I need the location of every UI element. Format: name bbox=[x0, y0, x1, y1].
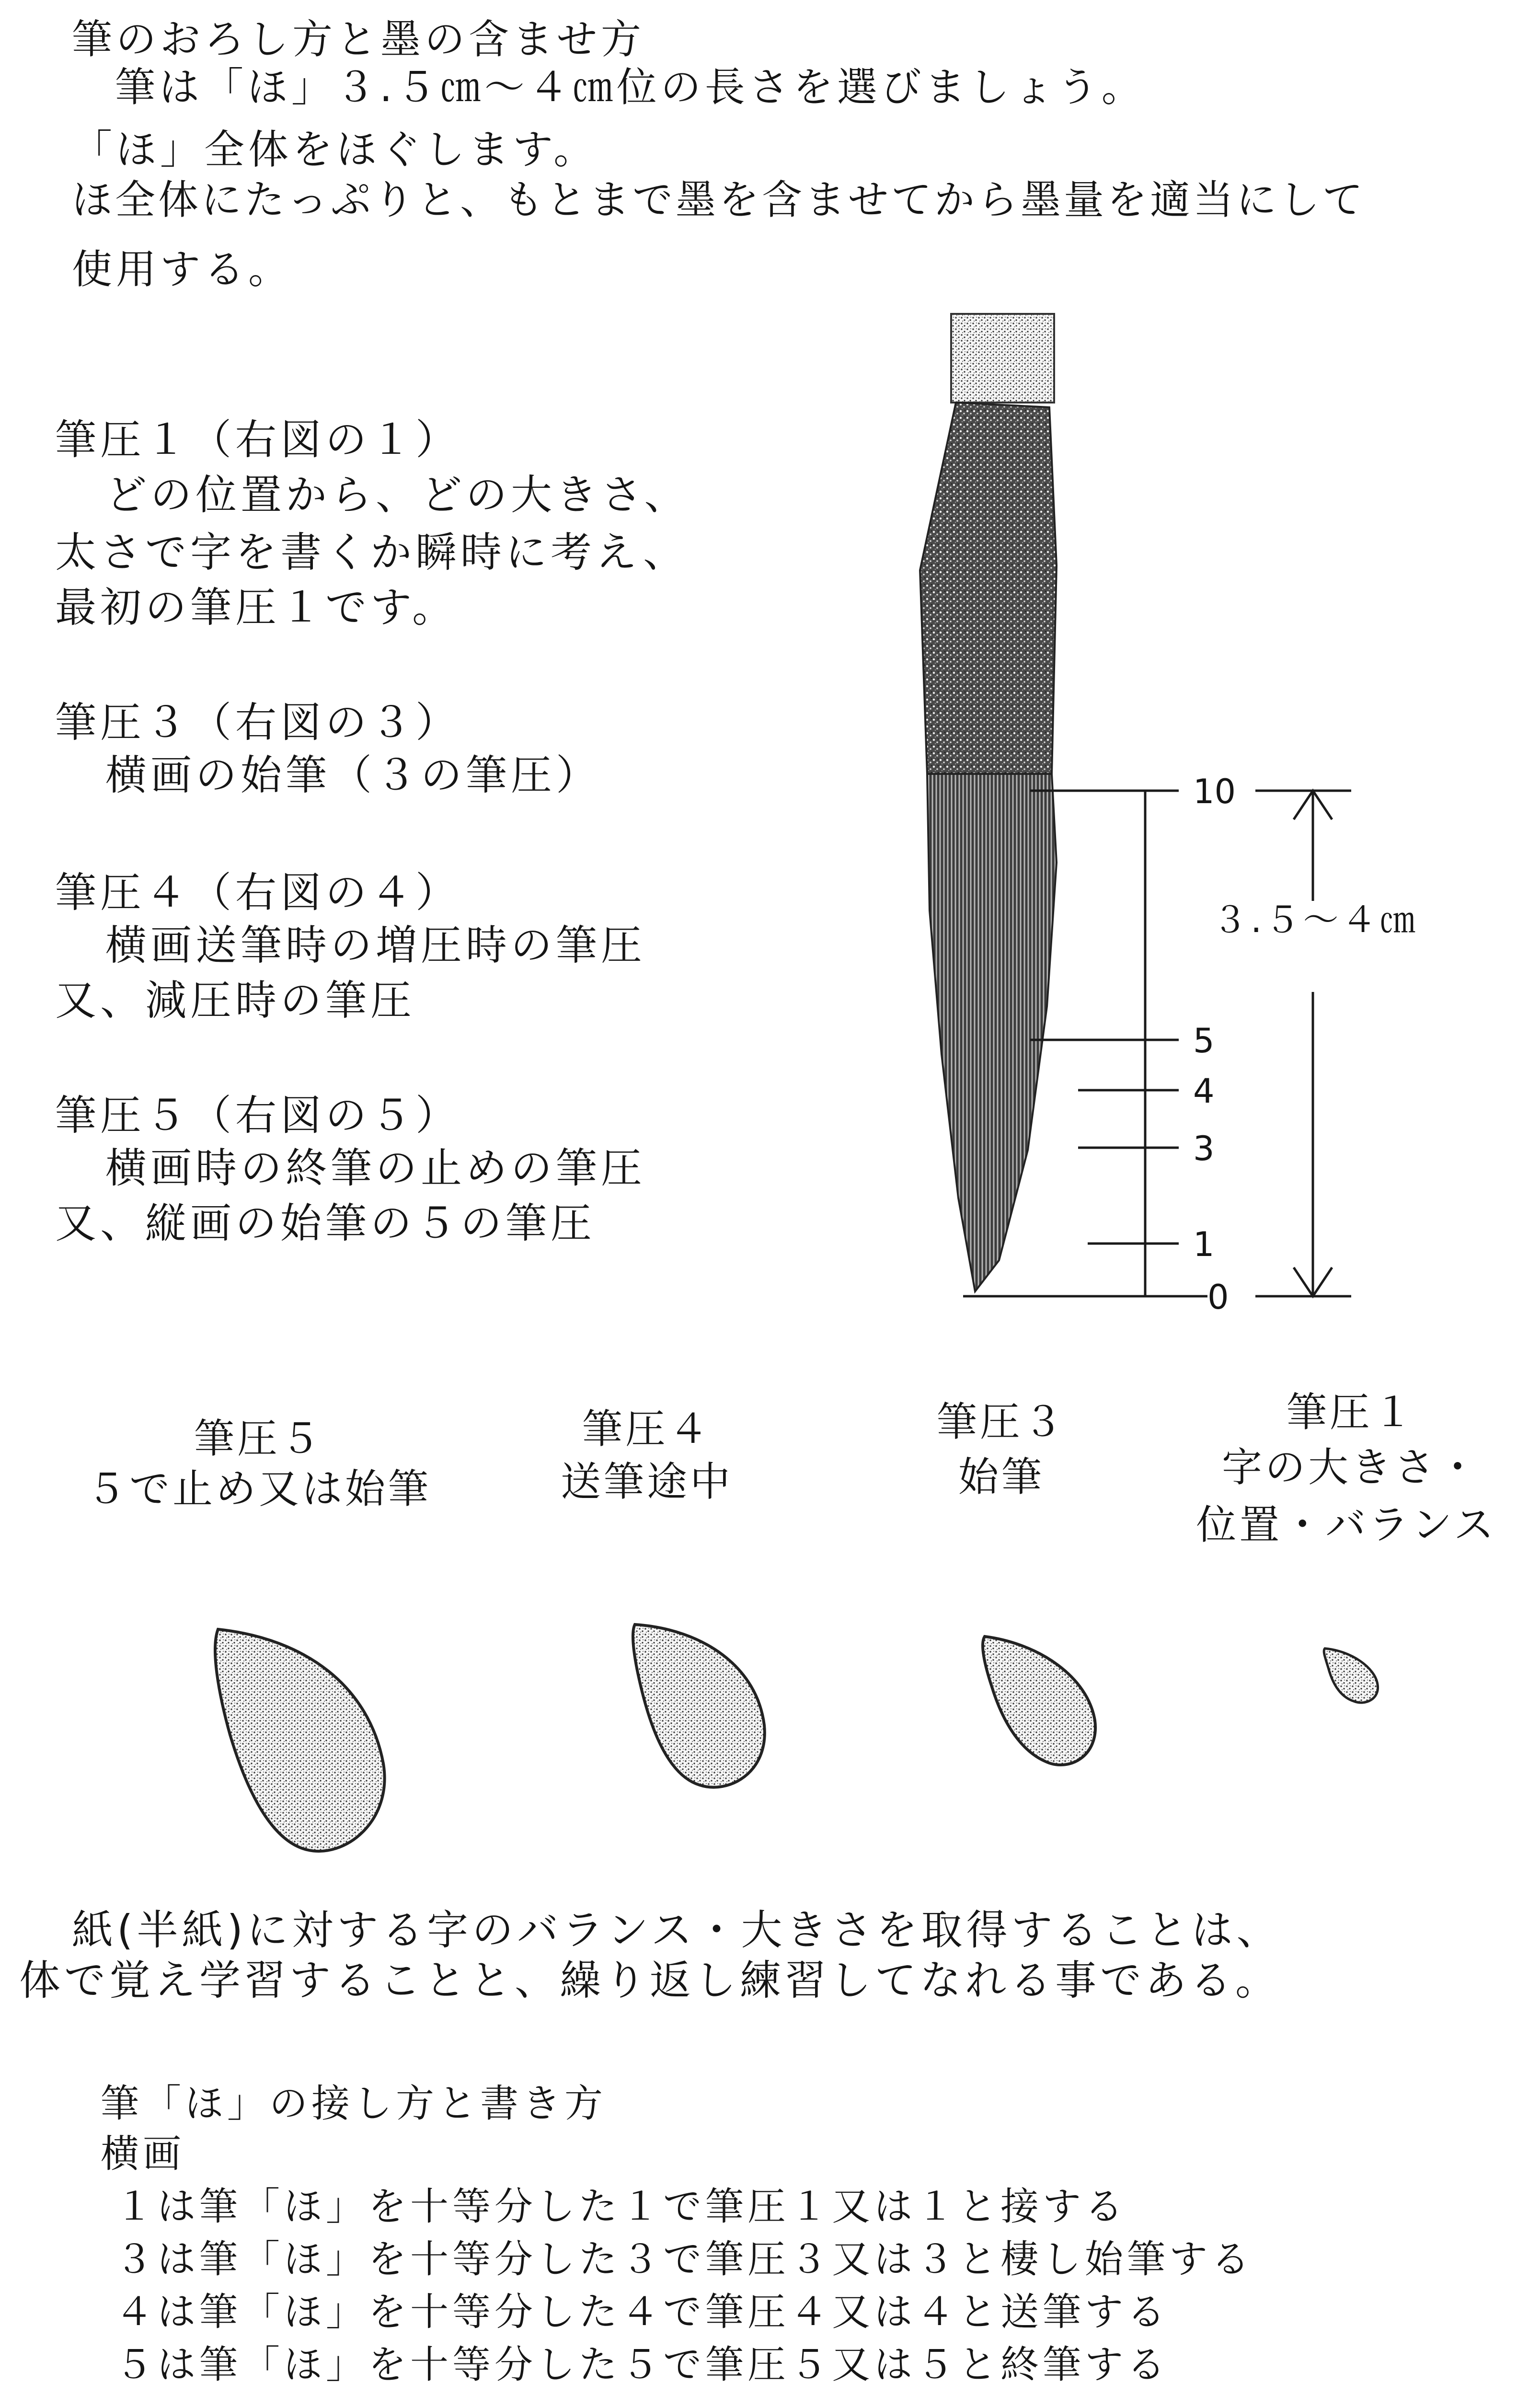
length-label: ３.５～４㎝ bbox=[1212, 899, 1418, 941]
scale-mark-3: 3 bbox=[1193, 1129, 1215, 1168]
pressure-5-line: 又、縦画の始筆の５の筆圧 bbox=[55, 1199, 596, 1247]
contact-item: ５は筆「ほ」を十等分した５で筆圧５又は５と終筆する bbox=[115, 2342, 1169, 2387]
shape-label-1-line: 字の大きさ・ bbox=[1221, 1444, 1481, 1491]
pressure-1-line: 太さで字を書くか瞬時に考え、 bbox=[55, 529, 689, 576]
scale-mark-0: 0 bbox=[1207, 1278, 1229, 1317]
shape-label-4-title: 筆圧４ bbox=[582, 1405, 712, 1452]
shape-label-1-line: 位置・バランス bbox=[1196, 1501, 1497, 1548]
scale-mark-10: 10 bbox=[1193, 772, 1236, 811]
pressure-1-line: 最初の筆圧１です。 bbox=[55, 584, 458, 632]
intro-line-4: 使用する。 bbox=[72, 246, 293, 293]
balance-line-1: 紙(半紙)に対する字のバランス・大きさを取得することは、 bbox=[72, 1906, 1282, 1954]
scale-mark-1: 1 bbox=[1193, 1225, 1215, 1264]
contact-item: ４は筆「ほ」を十等分した４で筆圧４又は４と送筆する bbox=[115, 2290, 1169, 2334]
contact-item: １は筆「ほ」を十等分した１で筆圧１又は１と接する bbox=[115, 2184, 1127, 2229]
pressure-5-shape bbox=[215, 1629, 385, 1851]
pressure-1-line: どの位置から、どの大きさ、 bbox=[105, 471, 690, 519]
pressure-4-shape bbox=[633, 1624, 765, 1787]
shape-label-4-line: 送筆途中 bbox=[560, 1458, 733, 1505]
contact-item: ３は筆「ほ」を十等分した３で筆圧３又は３と棲し始筆する bbox=[115, 2237, 1253, 2281]
shape-label-5-title: 筆圧５ bbox=[194, 1415, 323, 1462]
pressure-3-shape bbox=[983, 1636, 1095, 1765]
pressure-3-heading: 筆圧３（右図の３） bbox=[55, 699, 460, 747]
balance-line-2: 体で覚え学習することと、繰り返し練習してなれる事である。 bbox=[19, 1957, 1280, 2004]
shape-label-3-title: 筆圧３ bbox=[936, 1398, 1066, 1445]
intro-line-1: 筆は「ほ」３.５㎝～４㎝位の長さを選びましょう。 bbox=[115, 64, 1146, 111]
pressure-1-shape bbox=[1324, 1648, 1378, 1703]
pressure-5-heading: 筆圧５（右図の５） bbox=[55, 1092, 460, 1140]
intro-title: 筆のおろし方と墨の含ませ方 bbox=[72, 16, 645, 63]
brush-cap bbox=[951, 314, 1054, 403]
shape-label-3-line: 始筆 bbox=[958, 1453, 1045, 1500]
pressure-5-line: 横画時の終筆の止めの筆圧 bbox=[105, 1144, 646, 1192]
pressure-4-line: 又、減圧時の筆圧 bbox=[55, 977, 415, 1025]
scale-mark-4: 4 bbox=[1193, 1071, 1215, 1111]
shape-label-1-title: 筆圧１ bbox=[1286, 1389, 1416, 1436]
pressure-4-heading: 筆圧４（右図の４） bbox=[55, 869, 460, 917]
contact-title: 筆「ほ」の接し方と書き方 bbox=[101, 2081, 607, 2126]
brush-handle bbox=[920, 403, 1057, 774]
shape-label-5-line: ５で止め又は始筆 bbox=[86, 1465, 431, 1512]
intro-line-3: ほ全体にたっぷりと、もとまで墨を含ませてから墨量を適当にして bbox=[72, 176, 1366, 223]
pressure-4-line: 横画送筆時の増圧時の筆圧 bbox=[105, 922, 646, 969]
scale-mark-5: 5 bbox=[1193, 1021, 1215, 1060]
contact-subtitle: 横画 bbox=[101, 2131, 185, 2176]
brush-head bbox=[927, 774, 1057, 1291]
intro-line-2: 「ほ」全体をほぐします。 bbox=[72, 126, 598, 173]
pressure-3-line: 横画の始筆（３の筆圧） bbox=[105, 751, 601, 799]
pressure-1-heading: 筆圧１（右図の１） bbox=[55, 416, 460, 464]
